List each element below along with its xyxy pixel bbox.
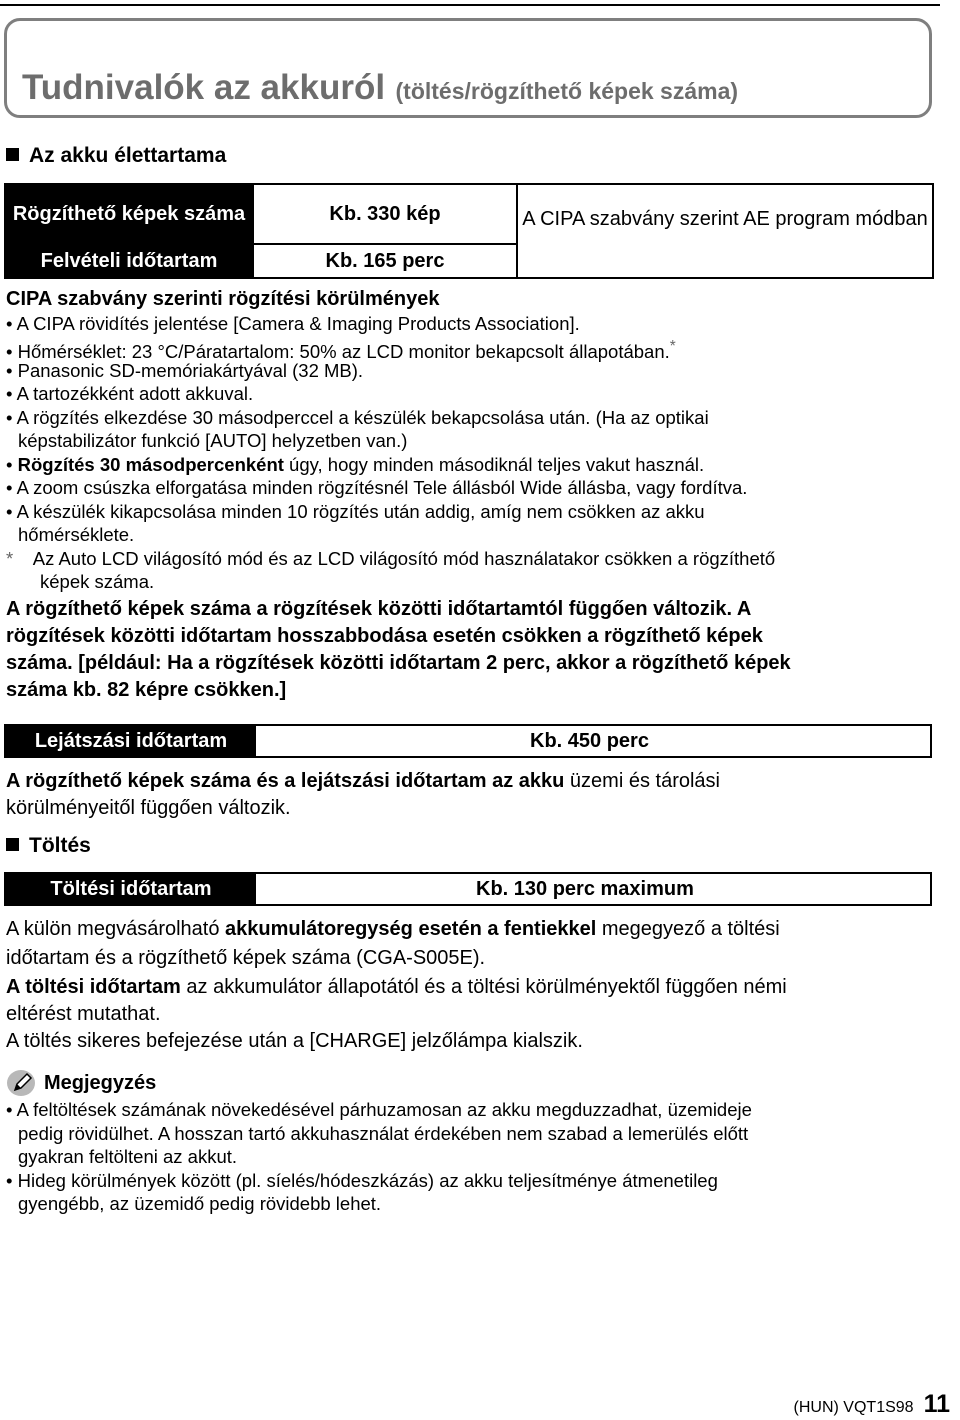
charging-bar xyxy=(4,872,932,906)
row-label-time: Felvételi időtartam xyxy=(5,244,253,278)
row-value-images: Kb. 330 kép xyxy=(253,184,517,244)
charging-label: Töltési időtartam xyxy=(6,874,256,904)
charging-heading: Töltés xyxy=(6,834,91,858)
page-footer xyxy=(794,1390,950,1419)
list-item: • A rögzítés elkezdése 30 másodperccel a készülék bekapcsolása után. (Ha az optikai xyxy=(6,406,709,428)
interval-note: A rögzíthető képek száma a rögzítések közötti időtartamtól függően változik. A rögzítések közötti időtartam hosszabbodása esetén csökken a rögzíthető képek száma. [például: Ha a rögzítések közötti időtartam 2 perc, akkor a rögzíthető képek száma kb. 82 képre csökken.] xyxy=(6,598,791,701)
page-number: 11 xyxy=(923,1390,950,1418)
pencil-icon xyxy=(6,1068,38,1098)
list-item: • A CIPA rövidítés jelentése [Camera & Imaging Products Association]. xyxy=(6,312,580,334)
record-table xyxy=(4,183,934,279)
charging-text: A külön megvásárolható akkumulátoregység esetén a fentiekkel megegyező a töltési időtartam és a rögzíthető képek száma (CGA-S005E). A töltési időtartam az akkumulátor állapotától és a töltési körülményektől függően némi eltérést mutathat. A töltés sikeres befejezése után a [CHARGE] jelzőlámpa kialszik. xyxy=(6,918,787,1052)
square-bullet-icon xyxy=(6,838,19,851)
list-item: • A zoom csúszka elforgatása minden rögzítésnél Tele állásból Wide állásba, vagy fordítva. xyxy=(6,477,748,498)
footnote-cont: képek száma. xyxy=(40,571,155,592)
list-item: • A tartozékként adott akkuval. xyxy=(6,383,254,404)
square-bullet-icon xyxy=(6,148,19,161)
list-item: • Hideg körülmények között (pl. síelés/hódeszkázás) az akku teljesítménye átmenetileg xyxy=(6,1169,718,1191)
cipa-note-cell: A CIPA szabvány szerint AE program módban xyxy=(517,184,933,278)
list-item-cont: gyakran feltölteni az akkut. xyxy=(18,1146,238,1167)
top-rule xyxy=(0,4,940,6)
row-value-time: Kb. 165 perc xyxy=(253,244,517,278)
list-item: • Panasonic SD-memóriakártyával (32 MB). xyxy=(6,359,364,381)
list-item: • Hőmérséklet: 23 °C/Páratartalom: 50% az LCD monitor bekapcsolt állapotában.* xyxy=(6,338,676,363)
footnote: * Az Auto LCD világosító mód és az LCD világosító mód használatakor csökken a rögzíthető xyxy=(6,547,776,569)
asterisk-mark: * xyxy=(669,338,676,355)
playback-bar xyxy=(4,724,932,758)
battery-life-heading: Az akku élettartama xyxy=(6,144,226,168)
list-item: • A készülék kikapcsolása minden 10 rögzítés után addig, amíg nem csökken az akku xyxy=(6,500,705,522)
page-title xyxy=(22,68,738,108)
notes-list xyxy=(6,1098,936,1216)
list-item-cont: pedig rövidülhet. A hosszan tartó akkuhasználat érdekében nem szabad a lemerülés előtt xyxy=(18,1122,749,1144)
cipa-heading: CIPA szabvány szerinti rögzítési körülmények xyxy=(6,288,440,310)
list-item: • A feltöltések számának növekedésével párhuzamosan az akku megduzzadhat, üzemideje xyxy=(6,1099,752,1120)
list-item: • Rögzítés 30 másodpercenként úgy, hogy minden másodiknál teljes vakut használ. xyxy=(6,453,705,475)
title-subtitle: (töltés/rögzíthető képek száma) xyxy=(395,78,739,104)
list-item-cont: hőmérséklete. xyxy=(18,524,135,545)
asterisk-mark: * xyxy=(6,547,14,569)
list-item-cont: gyengébb, az üzemidő pedig rövidebb lehet. xyxy=(18,1193,382,1214)
row-label-images: Rögzíthető képek száma xyxy=(5,184,253,244)
document-code: (HUN) VQT1S98 xyxy=(793,1399,914,1416)
playback-note: A rögzíthető képek száma és a lejátszási időtartam az akku üzemi és tárolási körülményeitől függően változik. xyxy=(6,770,720,819)
cipa-conditions xyxy=(6,288,936,594)
playback-label: Lejátszási időtartam xyxy=(6,726,256,756)
title-main: Tudnivalók az akkuról xyxy=(22,68,386,107)
list-item-cont: képstabilizátor funkció [AUTO] helyzetben van.) xyxy=(18,430,408,451)
notes-heading: Megjegyzés xyxy=(6,1068,156,1098)
playback-value: Kb. 450 perc xyxy=(530,729,649,752)
charging-value: Kb. 130 perc maximum xyxy=(476,877,694,900)
